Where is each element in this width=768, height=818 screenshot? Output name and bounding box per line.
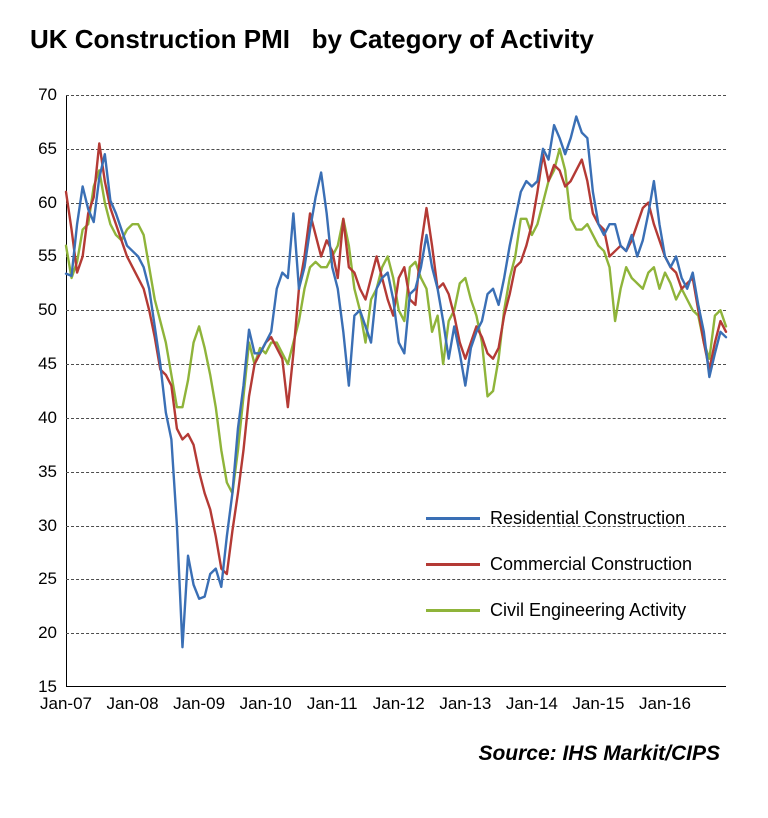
plot-area	[38, 85, 726, 713]
y-axis-tick-label: 15	[38, 677, 57, 696]
legend-item	[426, 541, 726, 587]
x-axis-tick-label: Jan-11	[306, 694, 358, 713]
legend-swatch-icon	[426, 517, 480, 520]
y-axis-tick-label: 45	[38, 354, 57, 374]
y-axis-tick-label: 50	[38, 300, 57, 320]
legend-swatch-icon	[426, 563, 480, 566]
y-axis-tick-label: 35	[38, 461, 57, 481]
y-axis-tick-label: 20	[38, 623, 57, 643]
x-axis-tick-label: Jan-08	[106, 694, 159, 713]
y-axis-tick-label: 30	[38, 515, 57, 535]
x-axis-tick-label: Jan-09	[173, 694, 226, 713]
y-axis-tick-label: 70	[38, 85, 57, 104]
x-axis-tick-label: Jan-12	[372, 694, 425, 713]
y-axis-tick-label: 55	[38, 246, 57, 266]
legend-label: Civil Engineering Activity	[490, 599, 687, 620]
x-axis-tick-label: Jan-15	[572, 694, 625, 713]
y-axis-tick-label: 60	[38, 192, 57, 212]
page-title: UK Construction PMI by Category of Activity	[30, 24, 594, 54]
legend-item	[426, 587, 726, 633]
x-axis-tick-label: Jan-16	[638, 694, 691, 713]
x-axis-tick-label: Jan-14	[505, 694, 558, 713]
y-axis-tick-label: 25	[38, 569, 57, 589]
legend-item	[426, 495, 726, 541]
legend	[426, 495, 726, 633]
legend-label: Residential Construction	[490, 507, 686, 528]
x-axis-tick-label: Jan-13	[439, 694, 492, 713]
source-note: Source: IHS Markit/CIPS	[478, 742, 720, 765]
legend-label: Commercial Construction	[490, 553, 693, 574]
legend-swatch-icon	[426, 609, 480, 612]
x-axis-tick-label: Jan-07	[40, 694, 92, 713]
y-axis-tick-label: 40	[38, 407, 57, 427]
x-axis-tick-label: Jan-10	[239, 694, 292, 713]
y-axis-tick-label: 65	[38, 138, 57, 158]
